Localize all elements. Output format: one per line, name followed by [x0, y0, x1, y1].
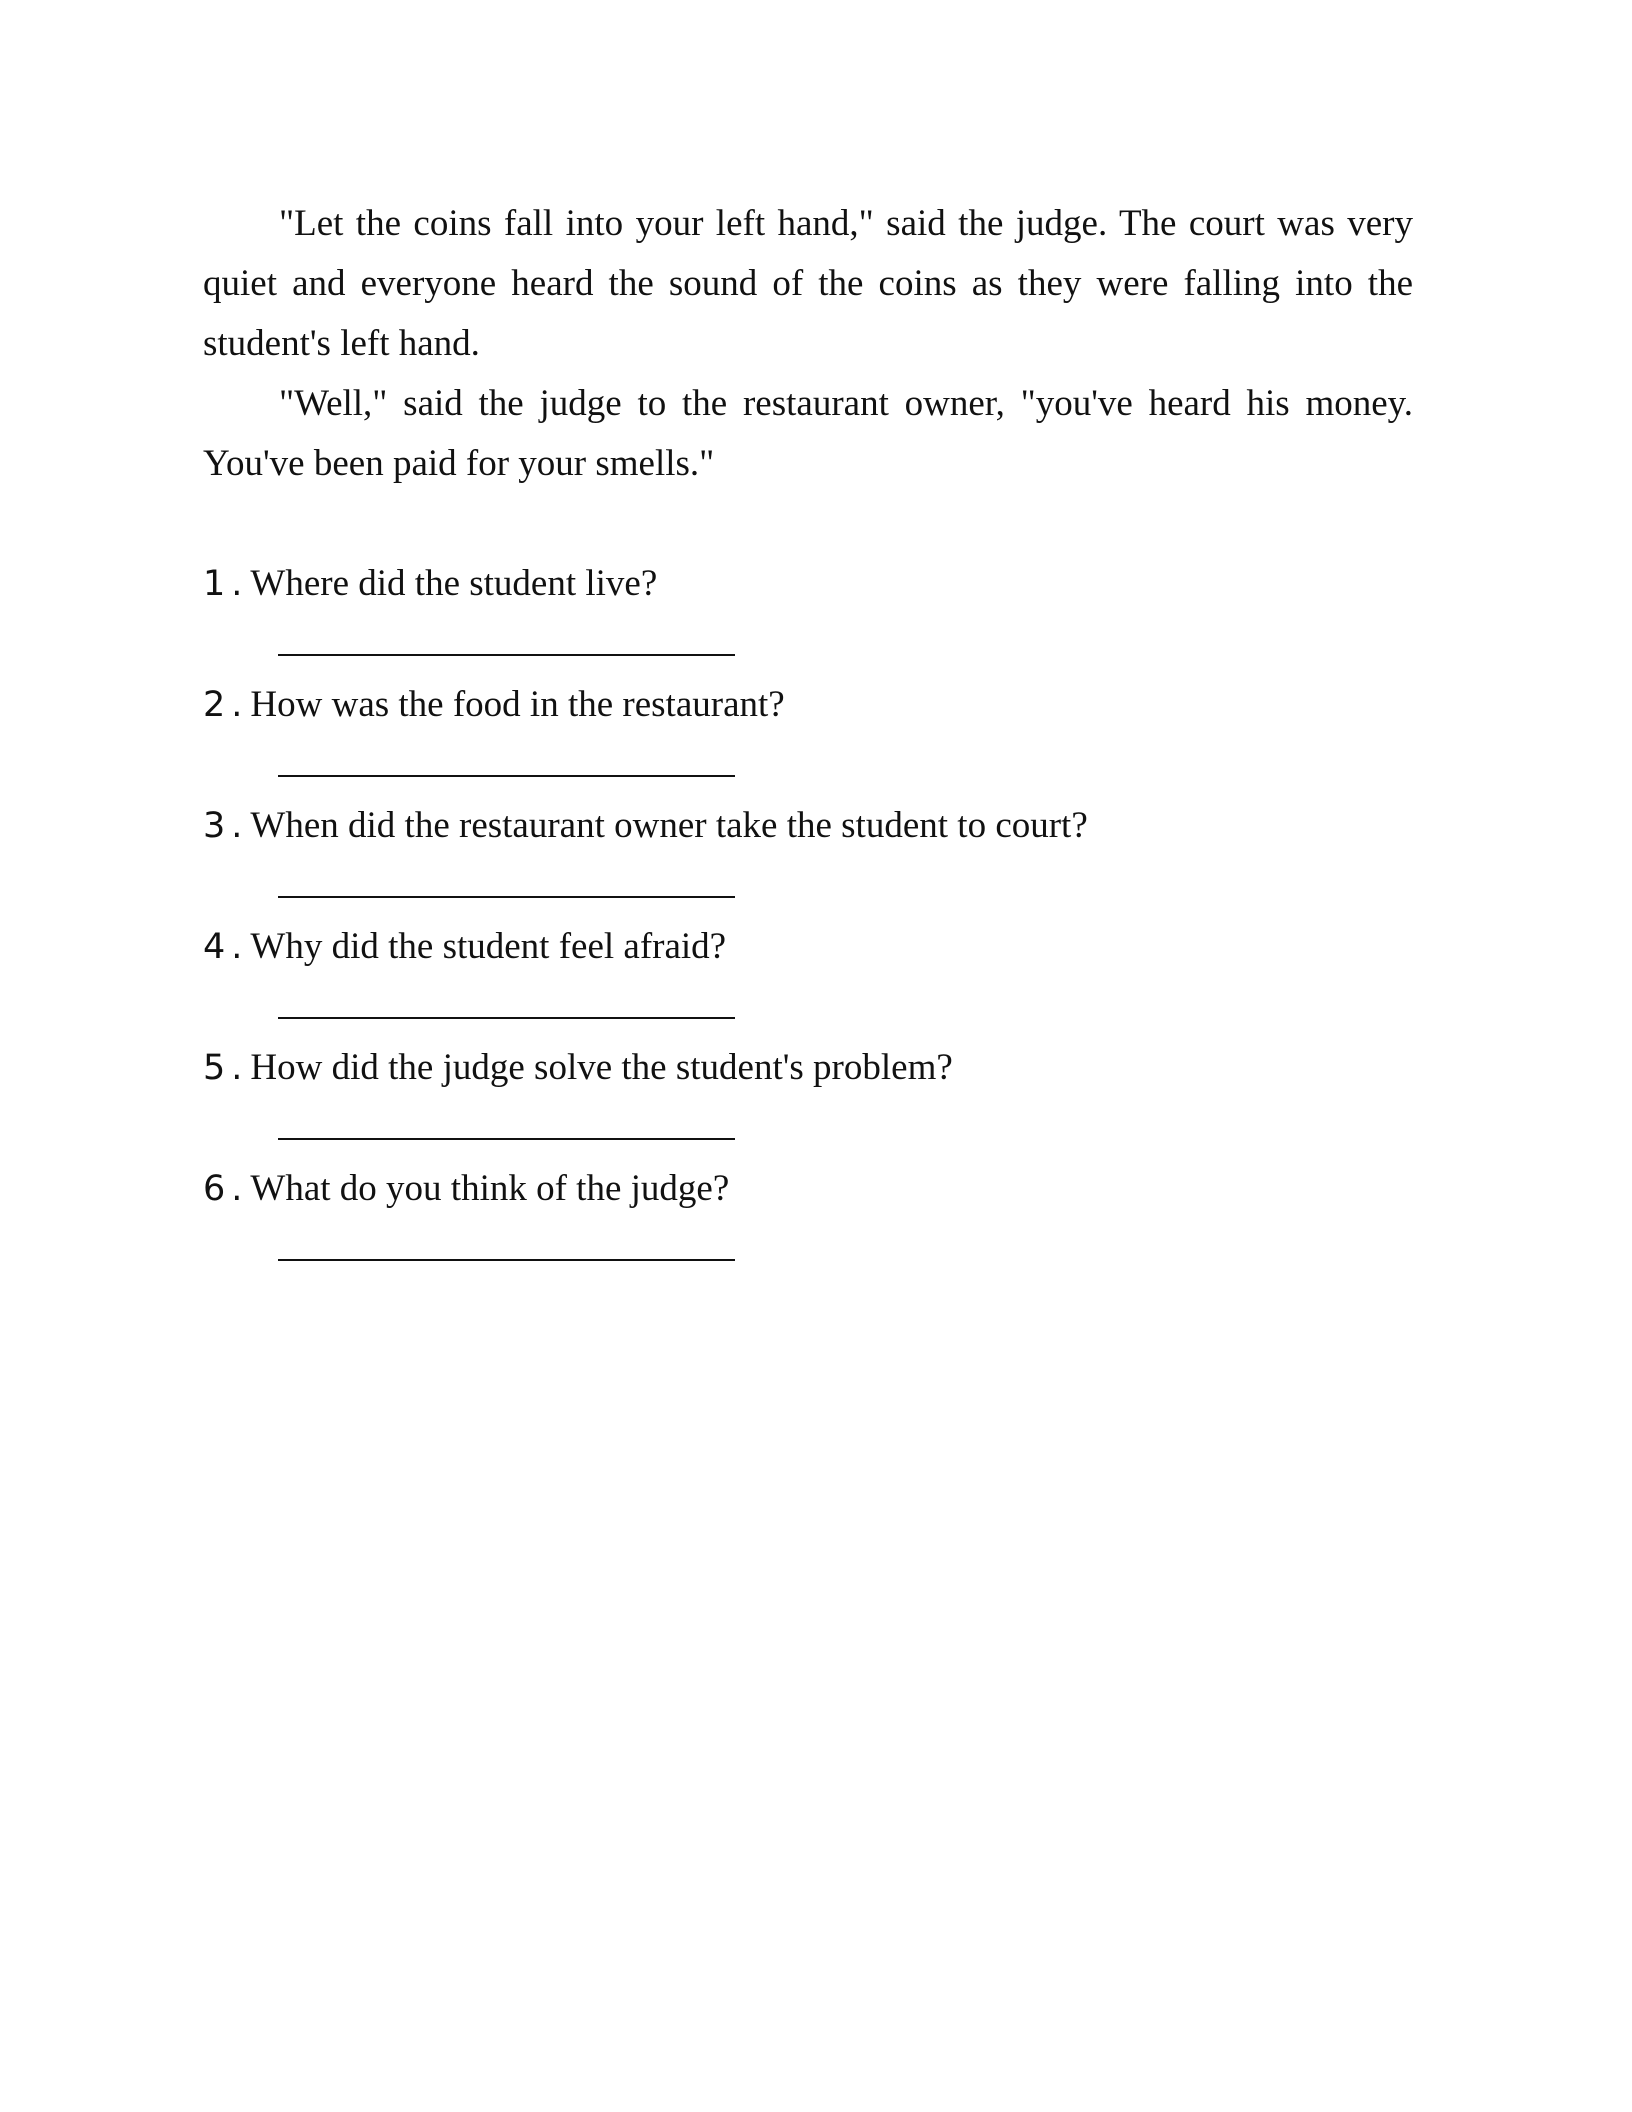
question-text: How did the judge solve the student's problem? — [250, 1047, 953, 1088]
answer-blank[interactable] — [278, 1138, 735, 1140]
question-number: 2 — [203, 685, 226, 725]
question-item — [203, 917, 1413, 1038]
question-item — [203, 554, 1413, 675]
question-number: 5 — [203, 1048, 226, 1088]
question-text: Where did the student live? — [250, 563, 658, 604]
question-separator: . — [231, 806, 243, 846]
answer-blank[interactable] — [278, 775, 735, 777]
passage-paragraph: "Let the coins fall into your left hand," said the judge. The court was very quiet and everyone heard the sound of the coins as they were falling into the student's left hand. — [203, 203, 1413, 364]
question-text: What do you think of the judge? — [250, 1168, 730, 1209]
passage-paragraph: "Well," said the judge to the restaurant owner, "you've heard his money. You've been paid for your smells." — [203, 383, 1413, 484]
question-line — [203, 917, 1413, 977]
answer-blank[interactable] — [278, 896, 735, 898]
question-line — [203, 554, 1413, 614]
question-text: Why did the student feel afraid? — [250, 926, 727, 967]
question-line — [203, 1159, 1413, 1219]
question-number: 1 — [203, 564, 226, 604]
question-separator: . — [231, 927, 243, 967]
question-number: 3 — [203, 806, 226, 846]
question-number: 6 — [203, 1169, 226, 1209]
question-number: 4 — [203, 927, 226, 967]
question-item — [203, 796, 1413, 917]
question-line — [203, 796, 1413, 856]
question-separator: . — [231, 1169, 243, 1209]
question-list — [203, 554, 1413, 1280]
question-separator: . — [231, 564, 243, 604]
answer-blank[interactable] — [278, 1017, 735, 1019]
question-separator: . — [231, 685, 243, 725]
question-separator: . — [231, 1048, 243, 1088]
question-line — [203, 675, 1413, 735]
question-line — [203, 1038, 1413, 1098]
page-content — [203, 194, 1413, 1280]
question-item — [203, 1038, 1413, 1159]
question-text: How was the food in the restaurant? — [250, 684, 785, 725]
answer-blank[interactable] — [278, 1259, 735, 1261]
question-text: When did the restaurant owner take the student to court? — [250, 805, 1088, 846]
question-item — [203, 675, 1413, 796]
answer-blank[interactable] — [278, 654, 735, 656]
question-item — [203, 1159, 1413, 1280]
